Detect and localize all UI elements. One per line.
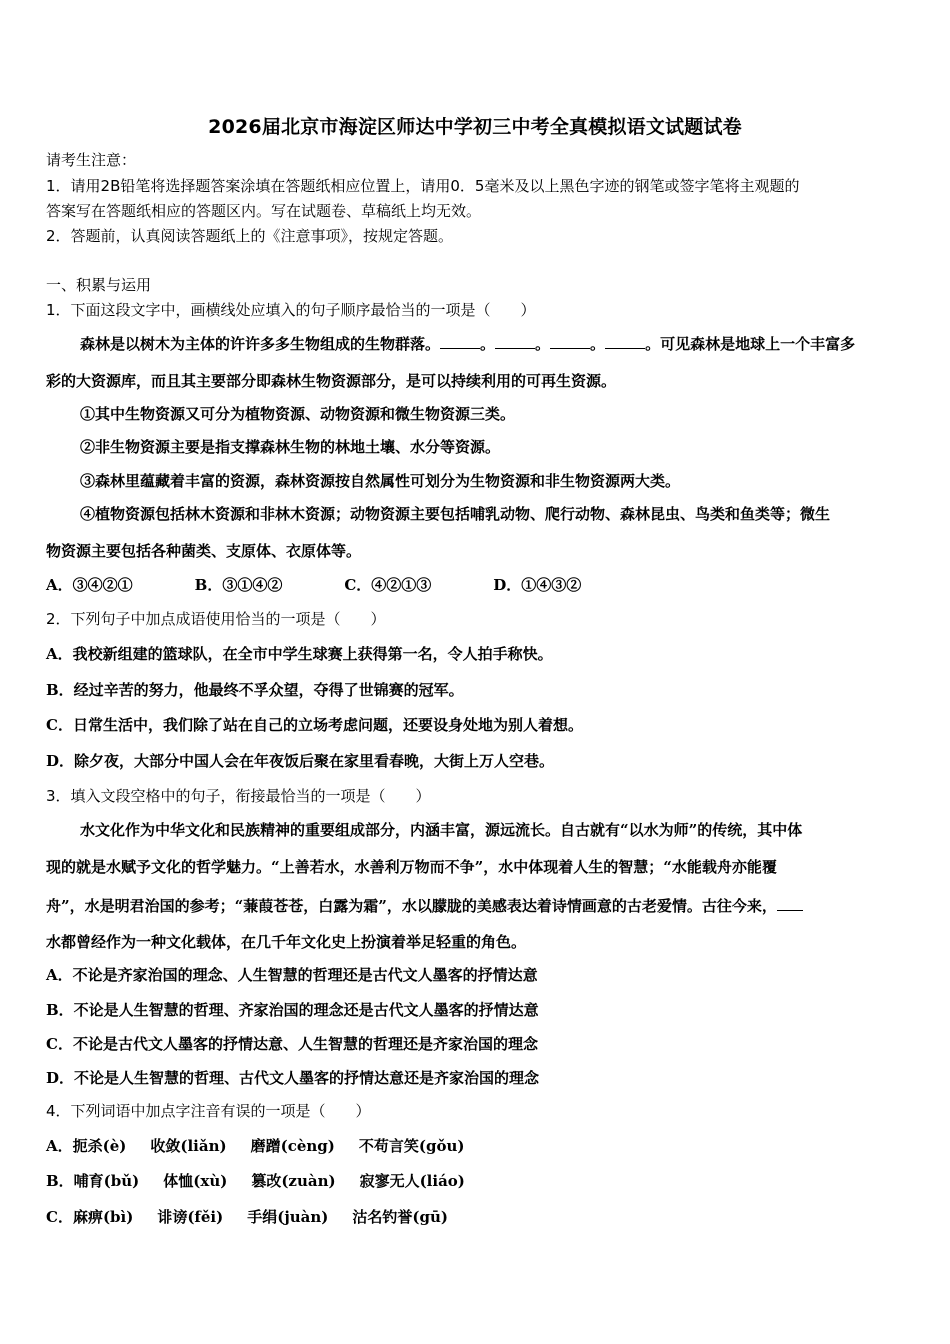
term: 寂寥无人(liáo) <box>359 1172 465 1190</box>
q3-option-c[interactable]: C．不论是古代文人墨客的抒情达意、人生智慧的哲理还是齐家治国的理念 <box>46 1035 538 1053</box>
term: 篡改(zuàn) <box>251 1172 336 1190</box>
question-number: 3． <box>46 787 71 805</box>
q1-sentence-4-line-2: 物资源主要包括各种菌类、支原体、衣原体等。 <box>46 542 362 560</box>
q2-option-c[interactable]: C．日常生活中，我们除了站在自己的立场考虑问题，还要设身处地为别人着想。 <box>46 716 583 734</box>
term: 磨蹭(cèng) <box>250 1137 335 1155</box>
question-text: 下面这段文字中，画横线处应填入的句子顺序最恰当的一项是（ ） <box>70 301 536 319</box>
passage-text: 舟”，水是明君治国的参考；“蒹葭苍苍，白露为霜”，水以朦胧的美感表达着诗情画意的古老爱情。古往今来， <box>46 897 777 915</box>
question-3-stem <box>46 787 431 805</box>
q3-option-b[interactable]: B．不论是人生智慧的哲理、齐家治国的理念还是古代文人墨客的抒情达意 <box>46 1001 539 1019</box>
passage-text: 森林是以树木为主体的许许多多生物组成的生物群落。 <box>80 335 441 353</box>
question-text: 填入文段空格中的句子，衔接最恰当的一项是（ ） <box>70 787 431 805</box>
option-b[interactable]: B．③①④② <box>194 576 283 594</box>
q1-sentence-3: ③森林里蕴藏着丰富的资源，森林资源按自然属性可划分为生物资源和非生物资源两大类。 <box>80 472 681 490</box>
answer-blank <box>550 334 590 349</box>
notice-item-1-line-2: 答案写在答题纸相应的答题区内。写在试题卷、草稿纸上均无效。 <box>46 202 482 220</box>
q3-passage-line-4: 水都曾经作为一种文化载体，在几千年文化史上扮演着举足轻重的角色。 <box>46 933 527 951</box>
q4-option-c[interactable] <box>46 1208 472 1226</box>
term: 诽谤(fěi) <box>157 1208 224 1226</box>
notice-heading: 请考生注意： <box>46 151 137 169</box>
q1-sentence-1: ①其中生物资源又可分为植物资源、动物资源和微生物资源三类。 <box>80 405 516 423</box>
q1-sentence-4-line-1: ④植物资源包括林木资源和非林木资源；动物资源主要包括哺乳动物、爬行动物、森林昆虫、鸟类和鱼类等；微生 <box>80 505 831 523</box>
q1-options <box>46 576 643 594</box>
answer-blank <box>495 334 535 349</box>
q3-passage-line-3 <box>46 896 803 915</box>
q3-passage-line-1: 水文化作为中华文化和民族精神的重要组成部分，内涵丰富，源远流长。自古就有“以水为师”的传统，其中体 <box>80 821 803 839</box>
option-a[interactable]: A．③④②① <box>46 576 133 594</box>
term: 收敛(liǎn) <box>150 1137 227 1155</box>
separator: 。 <box>535 335 551 353</box>
term: 体恤(xù) <box>163 1172 228 1190</box>
answer-blank <box>777 896 803 911</box>
term: 不苟言笑(gǒu) <box>358 1137 465 1155</box>
term: A．扼杀(è) <box>46 1137 127 1155</box>
question-number: 1． <box>46 301 71 319</box>
passage-text: 。可见森林是地球上一个丰富多 <box>645 335 856 353</box>
q2-option-d[interactable]: D．除夕夜，大部分中国人会在年夜饭后聚在家里看春晚，大街上万人空巷。 <box>46 752 555 770</box>
term: 沽名钓誉(gū) <box>352 1208 448 1226</box>
q2-option-b[interactable]: B．经过辛苦的努力，他最终不孚众望，夺得了世锦赛的冠军。 <box>46 681 464 699</box>
question-text: 下列词语中加点字注音有误的一项是（ ） <box>70 1102 371 1120</box>
question-text: 下列句子中加点成语使用恰当的一项是（ ） <box>70 610 386 628</box>
separator: 。 <box>590 335 606 353</box>
question-number: 2． <box>46 610 71 628</box>
separator: 。 <box>480 335 496 353</box>
option-d[interactable]: D．①④③② <box>493 576 582 594</box>
question-number: 4． <box>46 1102 71 1120</box>
term: B．哺育(bǔ) <box>46 1172 140 1190</box>
notice-item-1-line-1: 1．请用2B铅笔将选择题答案涂填在答题纸相应位置上，请用0．5毫米及以上黑色字迹的钢笔或签字笔将主观题的 <box>46 177 800 195</box>
q4-option-a[interactable] <box>46 1137 488 1155</box>
notice-item-2: 2．答题前，认真阅读答题纸上的《注意事项》，按规定答题。 <box>46 227 454 245</box>
term: 手绢(juàn) <box>247 1208 329 1226</box>
q1-sentence-2: ②非生物资源主要是指支撑森林生物的林地土壤、水分等资源。 <box>80 438 501 456</box>
section-heading: 一、积累与运用 <box>46 276 152 294</box>
q2-option-a[interactable]: A．我校新组建的篮球队，在全市中学生球赛上获得第一名，令人拍手称快。 <box>46 645 553 663</box>
exam-title: 2026届北京市海淀区师达中学初三中考全真模拟语文试题试卷 <box>208 116 742 138</box>
q3-option-d[interactable]: D．不论是人生智慧的哲理、古代文人墨客的抒情达意还是齐家治国的理念 <box>46 1069 540 1087</box>
question-2-stem <box>46 610 386 628</box>
answer-blank <box>440 334 480 349</box>
answer-blank <box>605 334 645 349</box>
term: C．麻痹(bì) <box>46 1208 134 1226</box>
q1-passage-line-1 <box>80 334 855 353</box>
question-4-stem <box>46 1102 371 1120</box>
option-c[interactable]: C．④②①③ <box>344 576 432 594</box>
question-1-stem <box>46 301 536 319</box>
q3-passage-line-2: 现的就是水赋予文化的哲学魅力。“上善若水，水善利万物而不争”，水中体现着人生的智慧；“水能载舟亦能覆 <box>46 858 777 876</box>
q4-option-b[interactable] <box>46 1172 489 1190</box>
q1-passage-line-2: 彩的大资源库，而且其主要部分即森林生物资源部分，是可以持续利用的可再生资源。 <box>46 372 617 390</box>
q3-option-a[interactable]: A．不论是齐家治国的理念、人生智慧的哲理还是古代文人墨客的抒情达意 <box>46 966 538 984</box>
